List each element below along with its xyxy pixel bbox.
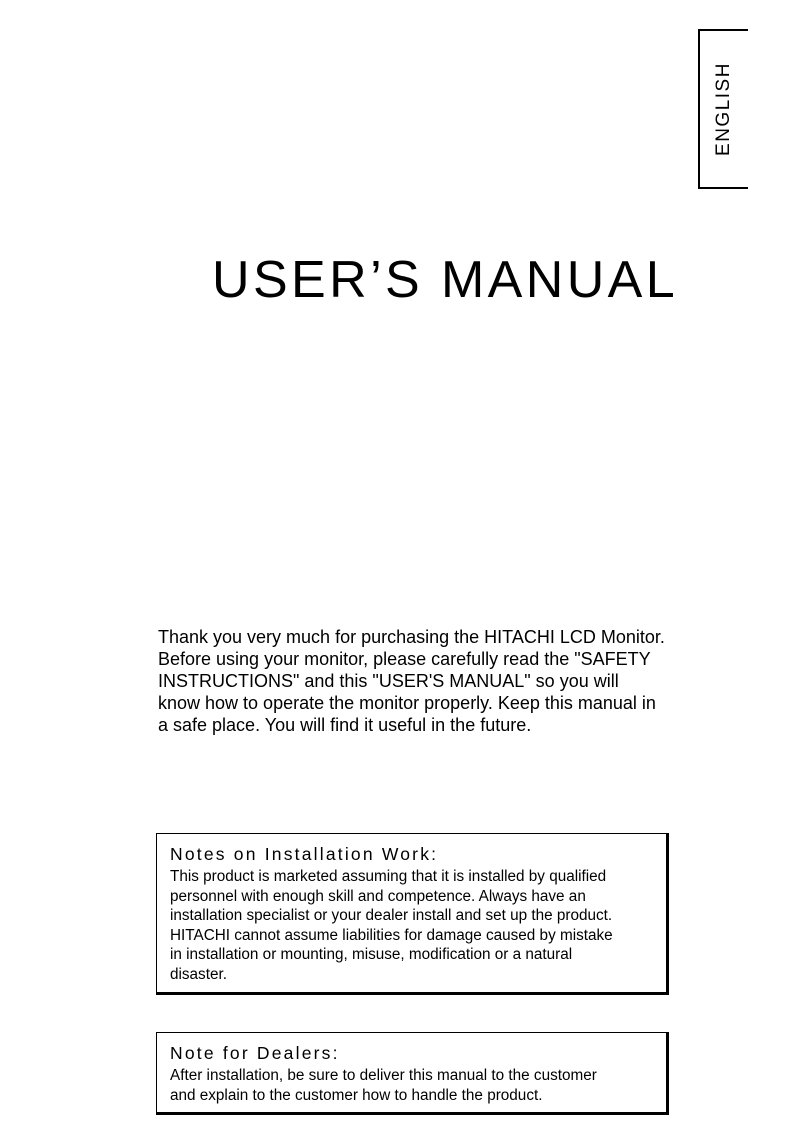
installation-notice-heading: Notes on Installation Work: [170, 844, 439, 864]
dealers-notice-box [156, 1032, 669, 1115]
dealers-notice-heading: Note for Dealers: [170, 1043, 340, 1063]
installation-notice-box [156, 833, 669, 995]
dealers-notice-body: After installation, be sure to deliver this manual to the customer and explain to the customer how to handle the product. [170, 1067, 597, 1104]
language-tab [698, 29, 748, 189]
page-title: USER’S MANUAL [212, 251, 679, 309]
language-tab-label: ENGLISH [713, 62, 734, 156]
installation-notice-body: This product is marketed assuming that it is installed by qualified personnel with enough skill and competence. Always have an installation specialist or your dealer install and set up the product. HITACHI cannot assume liabilities for damage caused by mistake in installation or mounting, misuse, modification or a natural disaster. [170, 868, 613, 983]
intro-paragraph: Thank you very much for purchasing the HITACHI LCD Monitor. Before using your monitor, please carefully read the "SAFETY INSTRUCTIONS" and this "USER'S MANUAL" so you will know how to operate the monitor properly. Keep this manual in a safe place. You will find it useful in the future. [158, 627, 665, 735]
